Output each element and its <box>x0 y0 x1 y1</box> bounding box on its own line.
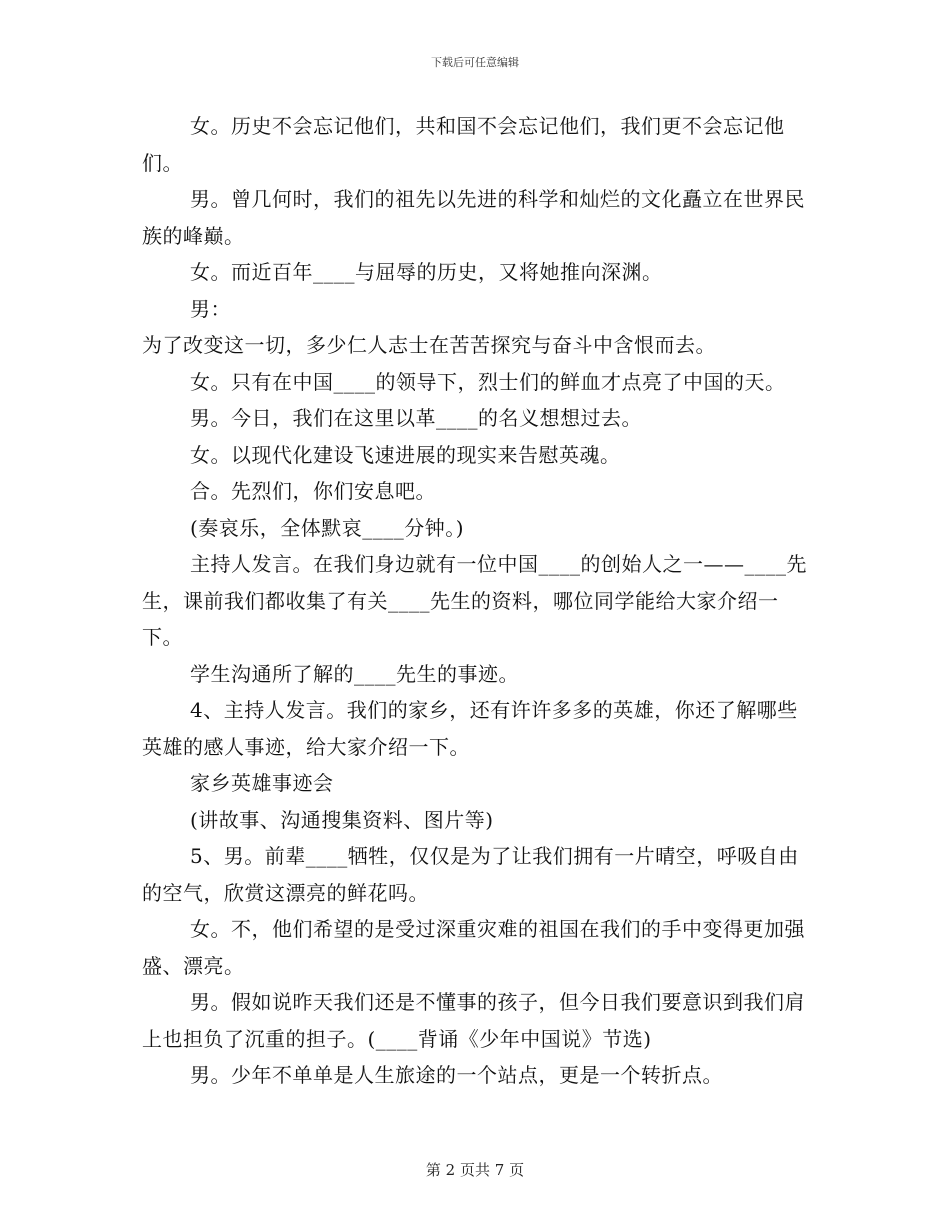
paragraph: 男。曾几何时，我们的祖先以先进的科学和灿烂的文化矗立在世界民族的峰巅。 <box>142 187 805 248</box>
page-footer: 第 2 页共 7 页 <box>425 1161 525 1179</box>
paragraph: 男： <box>190 296 231 321</box>
paragraph: (奏哀乐，全体默哀____分钟。) <box>190 515 465 540</box>
paragraph: 学生沟通所了解的____先生的事迹。 <box>190 661 519 686</box>
paragraph: 女。而近百年____与屈辱的历史，又将她推向深渊。 <box>190 260 663 284</box>
page-header: 下载后可任意编辑 <box>431 56 519 69</box>
paragraph: (讲故事、沟通搜集资料、图片等) <box>190 807 494 832</box>
paragraph: 女。不，他们希望的是受过深重灾难的祖国在我们的手中变得更加强盛、漂亮。 <box>142 917 805 978</box>
paragraph: 女。历史不会忘记他们，共和国不会忘记他们，我们更不会忘记他们。 <box>142 114 785 175</box>
paragraph: 女。以现代化建设飞速进展的现实来告慰英魂。 <box>190 442 621 467</box>
paragraph: 主持人发言。在我们身边就有一位中国____的创始人之一——____先生，课前我们都收集了有关____先生的资料，哪位同学能给大家介绍一下。 <box>142 552 807 649</box>
paragraph: 4、主持人发言。我们的家乡，还有许许多多的英雄，你还了解哪些英雄的感人事迹，给大家介绍一下。 <box>142 698 798 759</box>
paragraph: 男。假如说昨天我们还是不懂事的孩子，但今日我们要意识到我们肩上也担负了沉重的担子。(____背诵《少年中国说》节选) <box>142 990 805 1051</box>
paragraph: 合。先烈们，你们安息吧。 <box>190 479 436 503</box>
paragraph: 5、男。前辈____牺牲，仅仅是为了让我们拥有一片晴空，呼吸自由的空气，欣赏这漂亮的鲜花吗。 <box>142 844 799 905</box>
paragraph: 男。今日，我们在这里以革____的名义想想过去。 <box>190 406 642 430</box>
document-body <box>142 108 814 1094</box>
paragraph: 男。少年不单单是人生旅途的一个站点，更是一个转折点。 <box>190 1063 723 1087</box>
paragraph: 家乡英雄事迹会 <box>190 771 334 795</box>
paragraph: 女。只有在中国____的领导下，烈士们的鲜血才点亮了中国的天。 <box>190 369 786 394</box>
paragraph: 为了改变这一切，多少仁人志士在苦苦探究与奋斗中含恨而去。 <box>142 333 716 357</box>
